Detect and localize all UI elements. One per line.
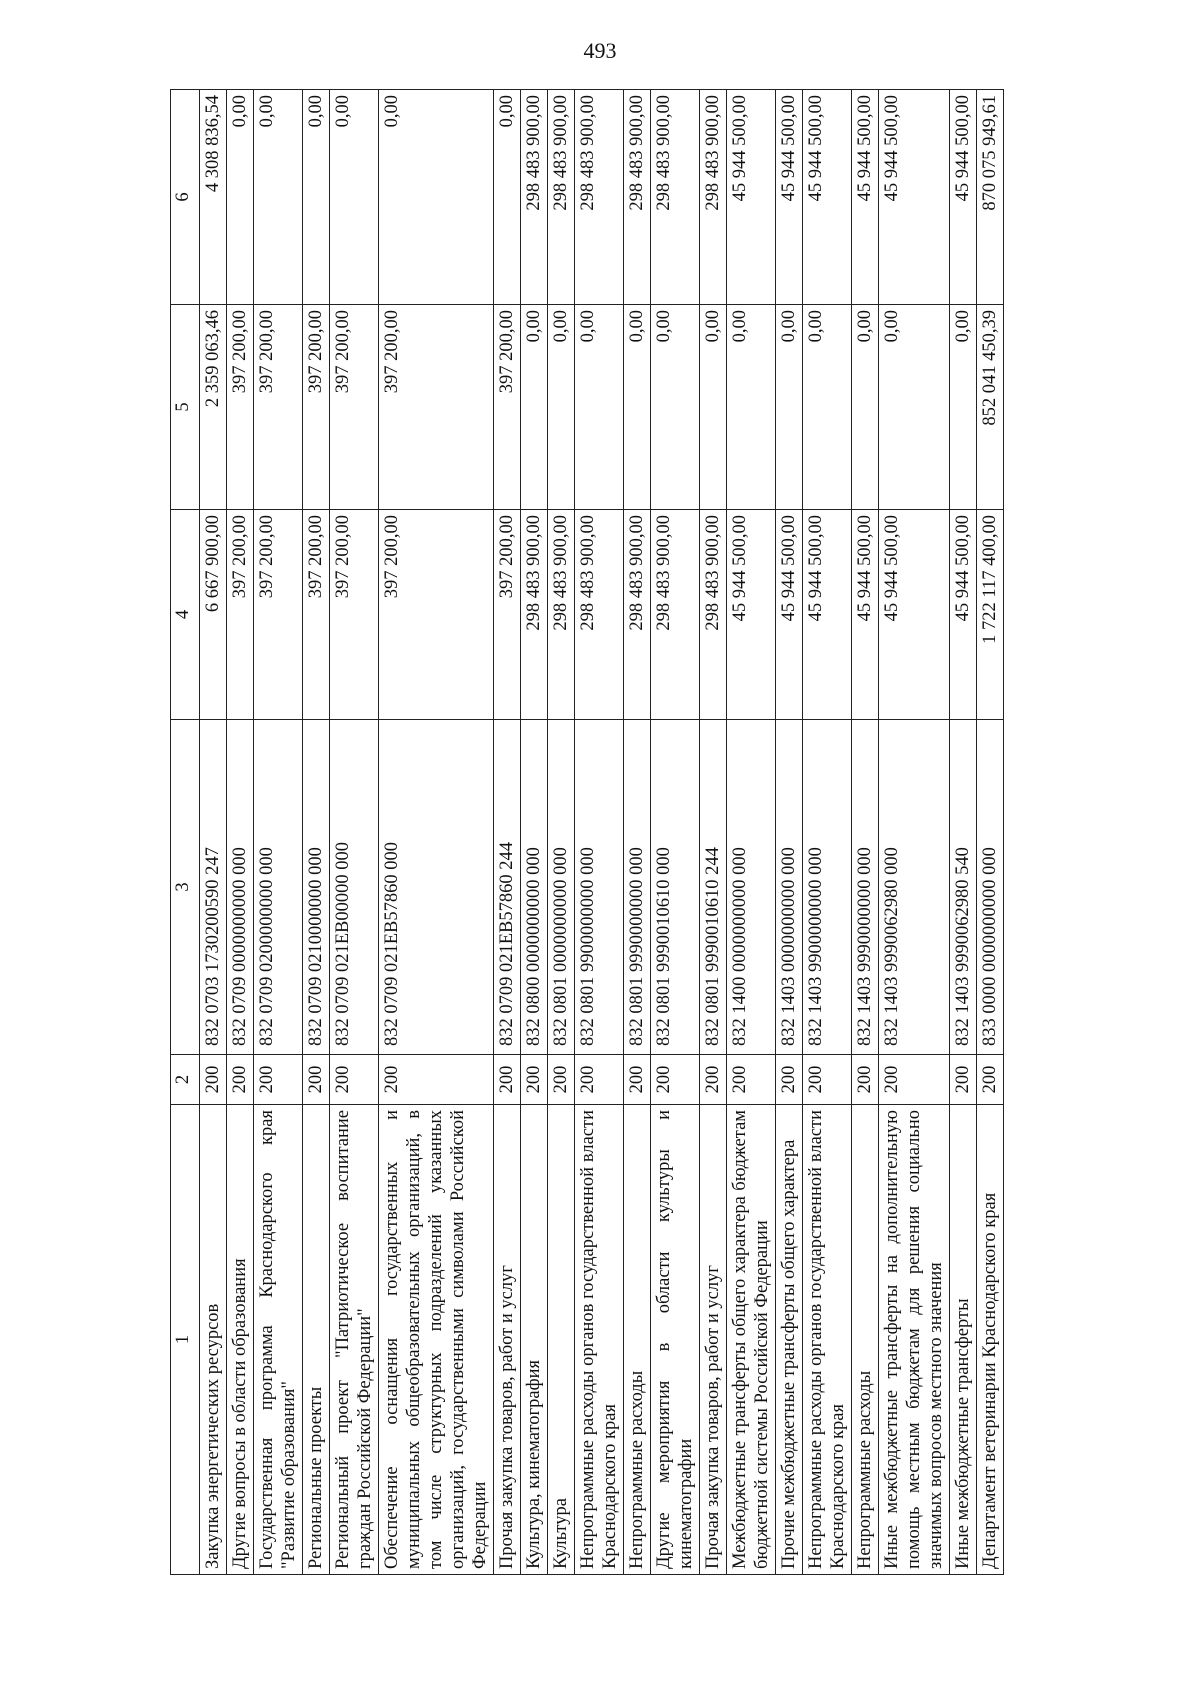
row-col4-value: 298 483 900,00 <box>624 510 651 720</box>
row-classification-cell: 832 0801 9990010610 000 <box>651 720 700 1055</box>
row-col4-value: 397 200,00 <box>330 510 379 720</box>
row-code-cell: 200 <box>227 1055 254 1105</box>
row-code-cell: 200 <box>254 1055 303 1105</box>
row-classification-cell: 832 1403 0000000000 000 <box>776 720 803 1055</box>
row-col6-value: 45 944 500,00 <box>879 90 950 305</box>
row-col5-value: 0,00 <box>575 305 624 510</box>
row-classification-cell: 832 1403 9990000000 000 <box>852 720 879 1055</box>
row-col6-value: 0,00 <box>330 90 379 305</box>
row-code-cell: 200 <box>651 1055 700 1105</box>
row-col5-value: 397 200,00 <box>494 305 521 510</box>
row-code-cell: 200 <box>494 1055 521 1105</box>
header-col-6: 6 <box>171 90 200 305</box>
page-number: 493 <box>583 38 617 63</box>
row-col5-value: 0,00 <box>727 305 776 510</box>
row-col5-value: 0,00 <box>548 305 575 510</box>
row-name-cell: Прочая закупка товаров, работ и услуг <box>494 1105 521 1575</box>
row-col4-value: 397 200,00 <box>379 510 494 720</box>
table-row <box>651 90 700 1575</box>
row-col4-value: 298 483 900,00 <box>521 510 548 720</box>
table-row <box>803 90 852 1575</box>
row-code-cell: 200 <box>624 1055 651 1105</box>
row-col6-value: 298 483 900,00 <box>624 90 651 305</box>
table-row <box>227 90 254 1575</box>
row-col4-value: 298 483 900,00 <box>548 510 575 720</box>
row-col4-value: 298 483 900,00 <box>651 510 700 720</box>
row-name-cell: Прочая закупка товаров, работ и услуг <box>700 1105 727 1575</box>
row-classification-cell: 832 1403 9990062980 000 <box>879 720 950 1055</box>
row-classification-cell: 833 0000 0000000000 000 <box>977 720 1004 1055</box>
row-code-cell: 200 <box>977 1055 1004 1105</box>
row-col4-value: 397 200,00 <box>227 510 254 720</box>
row-name-cell: Культура <box>548 1105 575 1575</box>
row-col5-value: 0,00 <box>651 305 700 510</box>
rotated-table-container <box>170 90 1195 1575</box>
row-col6-value: 870 075 949,61 <box>977 90 1004 305</box>
row-classification-cell: 832 0801 9990000000 000 <box>624 720 651 1055</box>
row-classification-cell: 832 0703 1730200590 247 <box>200 720 227 1055</box>
table-row <box>303 90 330 1575</box>
row-code-cell: 200 <box>879 1055 950 1105</box>
row-code-cell: 200 <box>727 1055 776 1105</box>
row-col6-value: 0,00 <box>254 90 303 305</box>
row-col4-value: 45 944 500,00 <box>776 510 803 720</box>
row-classification-cell: 832 0709 0200000000 000 <box>254 720 303 1055</box>
row-col6-value: 298 483 900,00 <box>521 90 548 305</box>
table-row <box>852 90 879 1575</box>
row-name-cell: Департамент ветеринарии Краснодарского края <box>977 1105 1004 1575</box>
table-row <box>879 90 950 1575</box>
table-row <box>624 90 651 1575</box>
row-code-cell: 200 <box>303 1055 330 1105</box>
row-code-cell: 200 <box>379 1055 494 1105</box>
row-name-cell: Иные межбюджетные трансферты на дополнительную помощь местным бюджетам для решения социально значимых вопросов местного значения <box>879 1105 950 1575</box>
row-col5-value: 397 200,00 <box>303 305 330 510</box>
row-name-cell: Прочие межбюджетные трансферты общего характера <box>776 1105 803 1575</box>
row-col4-value: 45 944 500,00 <box>879 510 950 720</box>
row-col6-value: 45 944 500,00 <box>776 90 803 305</box>
row-code-cell: 200 <box>521 1055 548 1105</box>
header-col-5: 5 <box>171 305 200 510</box>
row-col4-value: 45 944 500,00 <box>852 510 879 720</box>
row-col5-value: 0,00 <box>776 305 803 510</box>
row-col6-value: 298 483 900,00 <box>651 90 700 305</box>
row-col5-value: 0,00 <box>700 305 727 510</box>
row-col6-value: 0,00 <box>227 90 254 305</box>
row-col6-value: 0,00 <box>303 90 330 305</box>
row-classification-cell: 832 0800 0000000000 000 <box>521 720 548 1055</box>
row-classification-cell: 832 0709 0210000000 000 <box>303 720 330 1055</box>
table-row <box>776 90 803 1575</box>
row-name-cell: Закупка энергетических ресурсов <box>200 1105 227 1575</box>
row-col5-value: 0,00 <box>624 305 651 510</box>
row-classification-cell: 832 0709 021EB57860 244 <box>494 720 521 1055</box>
row-classification-cell: 832 0801 9990010610 244 <box>700 720 727 1055</box>
row-code-cell: 200 <box>548 1055 575 1105</box>
row-classification-cell: 832 1400 0000000000 000 <box>727 720 776 1055</box>
row-code-cell: 200 <box>776 1055 803 1105</box>
row-classification-cell: 832 0801 9900000000 000 <box>575 720 624 1055</box>
row-col5-value: 397 200,00 <box>227 305 254 510</box>
row-col5-value: 397 200,00 <box>254 305 303 510</box>
row-classification-cell: 832 0709 021EB57860 000 <box>379 720 494 1055</box>
row-name-cell: Межбюджетные трансферты общего характера бюджетам бюджетной системы Российской Федерации <box>727 1105 776 1575</box>
table-row <box>977 90 1004 1575</box>
row-name-cell: Непрограммные расходы <box>624 1105 651 1575</box>
row-col6-value: 298 483 900,00 <box>700 90 727 305</box>
table-row <box>330 90 379 1575</box>
table-row <box>200 90 227 1575</box>
row-col5-value: 2 359 063,46 <box>200 305 227 510</box>
row-classification-cell: 832 0709 0000000000 000 <box>227 720 254 1055</box>
row-col5-value: 0,00 <box>521 305 548 510</box>
row-code-cell: 200 <box>200 1055 227 1105</box>
row-name-cell: Иные межбюджетные трансферты <box>950 1105 977 1575</box>
header-col-3: 3 <box>171 720 200 1055</box>
row-col4-value: 397 200,00 <box>254 510 303 720</box>
row-code-cell: 200 <box>330 1055 379 1105</box>
row-col6-value: 298 483 900,00 <box>548 90 575 305</box>
row-col4-value: 45 944 500,00 <box>727 510 776 720</box>
row-name-cell: Государственная программа Краснодарского края "Развитие образования" <box>254 1105 303 1575</box>
row-name-cell: Другие вопросы в области образования <box>227 1105 254 1575</box>
row-name-cell: Непрограммные расходы органов государственной власти Краснодарского края <box>575 1105 624 1575</box>
row-col6-value: 45 944 500,00 <box>727 90 776 305</box>
row-col5-value: 0,00 <box>803 305 852 510</box>
table-row <box>700 90 727 1575</box>
row-code-cell: 200 <box>575 1055 624 1105</box>
row-name-cell: Непрограммные расходы <box>852 1105 879 1575</box>
table-row <box>521 90 548 1575</box>
row-code-cell: 200 <box>852 1055 879 1105</box>
row-name-cell: Региональный проект "Патриотическое воспитание граждан Российской Федерации" <box>330 1105 379 1575</box>
row-col4-value: 298 483 900,00 <box>700 510 727 720</box>
table-row <box>379 90 494 1575</box>
table-row <box>548 90 575 1575</box>
row-col4-value: 298 483 900,00 <box>575 510 624 720</box>
row-col6-value: 45 944 500,00 <box>852 90 879 305</box>
row-code-cell: 200 <box>803 1055 852 1105</box>
row-col4-value: 397 200,00 <box>494 510 521 720</box>
row-classification-cell: 832 0709 021EB00000 000 <box>330 720 379 1055</box>
row-col6-value: 45 944 500,00 <box>950 90 977 305</box>
row-col5-value: 0,00 <box>879 305 950 510</box>
budget-table <box>170 89 1004 1575</box>
table-row <box>950 90 977 1575</box>
table-row <box>727 90 776 1575</box>
row-name-cell: Обеспечение оснащения государственных и муниципальных общеобразовательных организаций, в том числе структурных подразделений указанных организаций, государственными символами Российской Федерации <box>379 1105 494 1575</box>
table-row <box>575 90 624 1575</box>
row-col6-value: 0,00 <box>379 90 494 305</box>
table-header-row <box>171 90 200 1575</box>
row-classification-cell: 832 0801 0000000000 000 <box>548 720 575 1055</box>
row-col5-value: 0,00 <box>852 305 879 510</box>
header-col-2: 2 <box>171 1055 200 1105</box>
row-col5-value: 0,00 <box>950 305 977 510</box>
row-col4-value: 1 722 117 400,00 <box>977 510 1004 720</box>
row-classification-cell: 832 1403 9990062980 540 <box>950 720 977 1055</box>
row-name-cell: Непрограммные расходы органов государственной власти Краснодарского края <box>803 1105 852 1575</box>
row-classification-cell: 832 1403 9900000000 000 <box>803 720 852 1055</box>
row-col4-value: 6 667 900,00 <box>200 510 227 720</box>
header-col-1: 1 <box>171 1105 200 1575</box>
row-col6-value: 0,00 <box>494 90 521 305</box>
row-col4-value: 397 200,00 <box>303 510 330 720</box>
table-row <box>254 90 303 1575</box>
row-name-cell: Другие мероприятия в области культуры и кинематографии <box>651 1105 700 1575</box>
landscape-table-frame <box>170 90 1195 1575</box>
row-code-cell: 200 <box>950 1055 977 1105</box>
row-col4-value: 45 944 500,00 <box>803 510 852 720</box>
row-col4-value: 45 944 500,00 <box>950 510 977 720</box>
header-col-4: 4 <box>171 510 200 720</box>
row-name-cell: Региональные проекты <box>303 1105 330 1575</box>
row-name-cell: Культура, кинематография <box>521 1105 548 1575</box>
row-code-cell: 200 <box>700 1055 727 1105</box>
table-body <box>200 90 1004 1575</box>
row-col5-value: 397 200,00 <box>330 305 379 510</box>
row-col6-value: 4 308 836,54 <box>200 90 227 305</box>
row-col6-value: 45 944 500,00 <box>803 90 852 305</box>
row-col5-value: 397 200,00 <box>379 305 494 510</box>
row-col6-value: 298 483 900,00 <box>575 90 624 305</box>
row-col5-value: 852 041 450,39 <box>977 305 1004 510</box>
table-row <box>494 90 521 1575</box>
